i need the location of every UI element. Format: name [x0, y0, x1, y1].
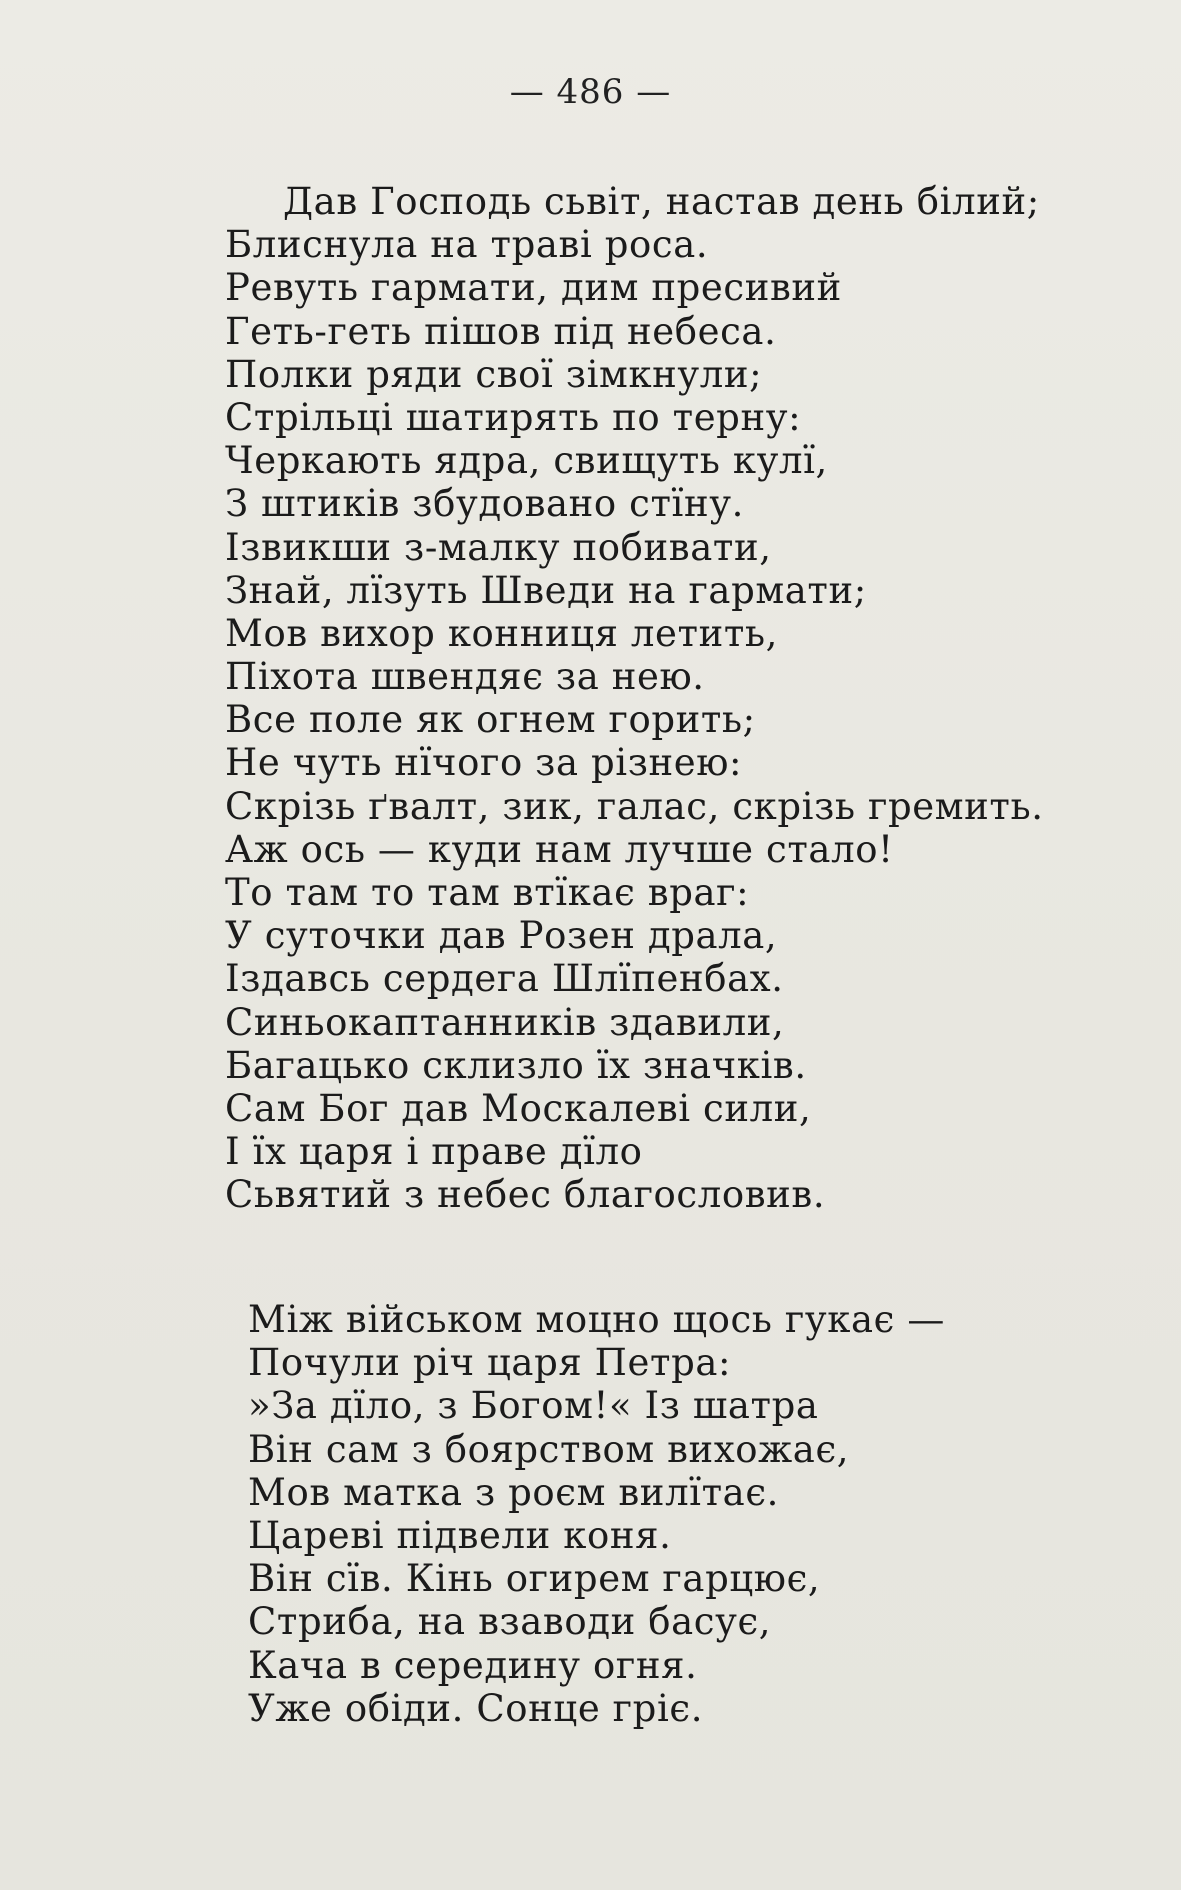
poem-line: Багацько склизло їх значків.	[225, 1043, 807, 1087]
poem-line: Ізвикши з-малку побивати,	[225, 525, 772, 569]
poem-line: Скрізь ґвалт, зик, галас, скрізь гремить.	[225, 784, 1044, 828]
poem-line: У суточки дав Розен драла,	[225, 914, 778, 958]
poem-line: З штиків збудовано стїну.	[225, 482, 744, 526]
poem-line: Він сїв. Кінь огирем гарцює,	[248, 1557, 821, 1601]
poem-line: Ревуть гармати, дим пресивий	[225, 266, 842, 310]
poem-line: Дав Господь сьвіт, настав день білий;	[283, 180, 1040, 223]
poem-line: Цареві підвели коня.	[248, 1513, 672, 1557]
poem-line: Полки ряди свої зімкнули;	[225, 352, 763, 396]
poem-line: Піхота швендяє за нею.	[225, 655, 705, 699]
stanza-1	[225, 180, 1044, 1217]
poem-line: Не чуть нїчого за різнею:	[225, 741, 743, 785]
poem-line: Блиснула на траві роса.	[225, 223, 709, 267]
poem-line: Іздавсь сердега Шлїпенбах.	[225, 957, 784, 1001]
poem-line: Черкають ядра, свищуть кулї,	[225, 439, 828, 483]
poem-line: І їх царя і праве дїло	[225, 1130, 643, 1174]
poem-line: Геть-геть пішов під небеса.	[225, 309, 777, 353]
poem-line: Почули річ царя Петра:	[248, 1341, 732, 1385]
poem-line: Сьвятий з небес благословив.	[225, 1173, 826, 1217]
poem-line: Все поле як огнем горить;	[225, 698, 756, 742]
poem-line: Уже обіди. Сонце гріє.	[248, 1686, 704, 1730]
poem-line: »За дїло, з Богом!« Із шатра	[248, 1384, 819, 1428]
poem-line: Стрільці шатирять по терну:	[225, 395, 802, 439]
poem-line: Знай, лїзуть Шведи на гармати;	[225, 568, 867, 612]
poem-line: Мов матка з роєм вилїтає.	[248, 1470, 780, 1514]
poem-line: Синьокаптанників здавили,	[225, 1000, 785, 1044]
page-number: — 486 —	[509, 72, 672, 112]
poem-line: Сам Бог дав Москалеві сили,	[225, 1086, 812, 1130]
poem-line: Стриба, на взаводи басує,	[248, 1600, 772, 1644]
poem-line: То там то там втїкає враг:	[225, 871, 750, 914]
poem-line: Між військом моцно щось гукає —	[248, 1298, 945, 1341]
poem-line: Він сам з боярством вихожає,	[248, 1427, 850, 1471]
poem-line: Аж ось — куди нам лучше стало!	[225, 827, 894, 871]
stanza-2	[248, 1298, 945, 1730]
poem-line: Кача в середину огня.	[248, 1643, 698, 1687]
poem-line: Мов вихор конниця летить,	[225, 611, 779, 655]
